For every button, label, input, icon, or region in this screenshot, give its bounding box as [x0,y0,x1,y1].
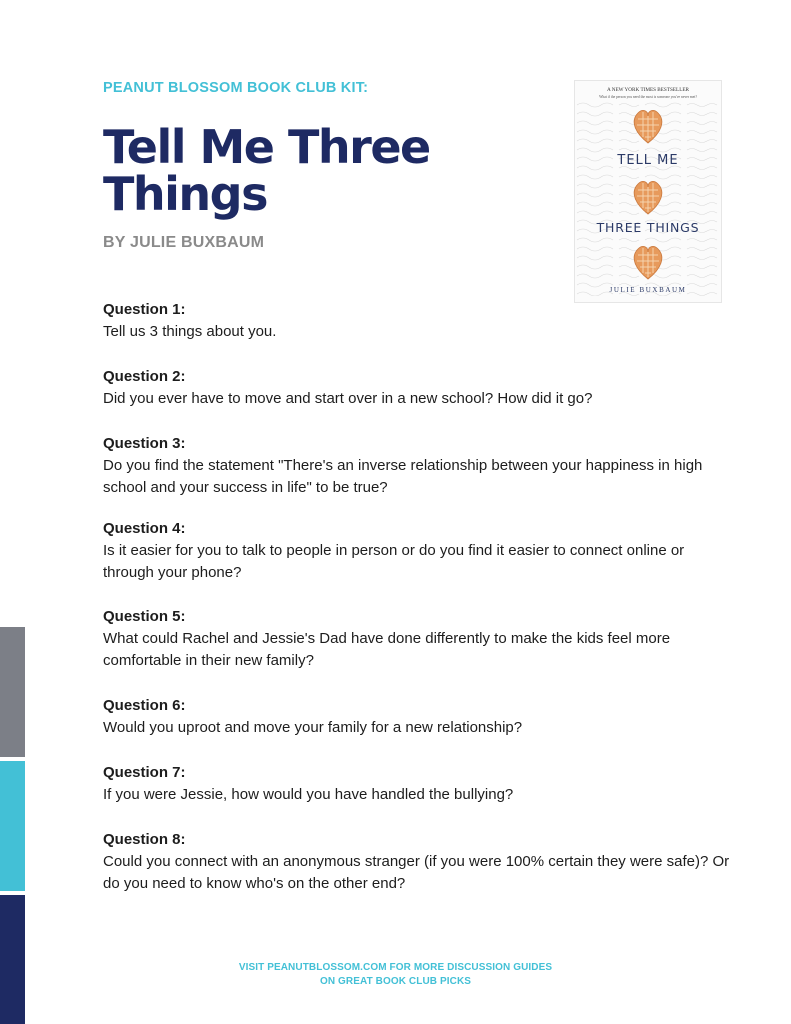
footer-note [0,961,791,989]
book-title: Tell Me Three Things [103,120,430,221]
cover-badge: A NEW YORK TIMES BESTSELLER [606,87,690,93]
question-text: Tell us 3 things about you. [103,323,277,340]
question-heading: Question 5: [103,608,186,625]
question-5 [103,606,733,672]
question-heading: Question 7: [103,764,186,781]
question-8 [103,829,733,895]
question-heading: Question 3: [103,435,186,452]
question-7 [103,762,733,806]
book-cover [574,80,722,303]
question-text: Did you ever have to move and start over in a new school? How did it go? [103,390,593,407]
side-bar-navy [0,895,25,1024]
question-text: Would you uproot and move your family for a new relationship? [103,719,523,736]
author-byline: BY JULIE BUXBAUM [103,234,265,251]
question-6 [103,695,733,739]
cover-title-line2: THREE THINGS [596,220,700,235]
side-bar-teal [0,761,25,891]
question-1 [103,299,733,343]
question-text: What could Rachel and Jessie's Dad have done differently to make the kids feel more comfortable in their new family? [103,630,671,669]
question-text: If you were Jessie, how would you have handled the bullying? [103,786,514,803]
cover-title-line1: TELL ME [617,153,679,168]
question-2 [103,366,733,410]
question-heading: Question 4: [103,520,186,537]
question-heading: Question 1: [103,301,186,318]
kit-label: PEANUT BLOSSOM BOOK CLUB KIT: [103,80,369,96]
question-4 [103,518,733,584]
question-text: Is it easier for you to talk to people in person or do you find it easier to connect online or through your phone? [103,542,685,581]
question-text: Do you find the statement "There's an inverse relationship between your happiness in high school and your success in life" to be true? [103,457,703,496]
question-heading: Question 2: [103,368,186,385]
side-bar-gray [0,627,25,757]
footer-line-1: VISIT PEANUTBLOSSOM.COM FOR MORE DISCUSSION GUIDES [238,962,553,973]
footer-line-2: ON GREAT BOOK CLUB PICKS [319,976,472,987]
cover-tagline: What if the person you need the most is someone you've never met? [599,95,697,99]
question-3 [103,433,733,499]
question-heading: Question 6: [103,697,186,714]
question-heading: Question 8: [103,831,186,848]
cover-author: JULIE BUXBAUM [609,286,687,294]
question-text: Could you connect with an anonymous stranger (if you were 100% certain they were safe)? Or do you need to know who's on the other end? [103,853,730,892]
book-cover-art [575,81,721,302]
